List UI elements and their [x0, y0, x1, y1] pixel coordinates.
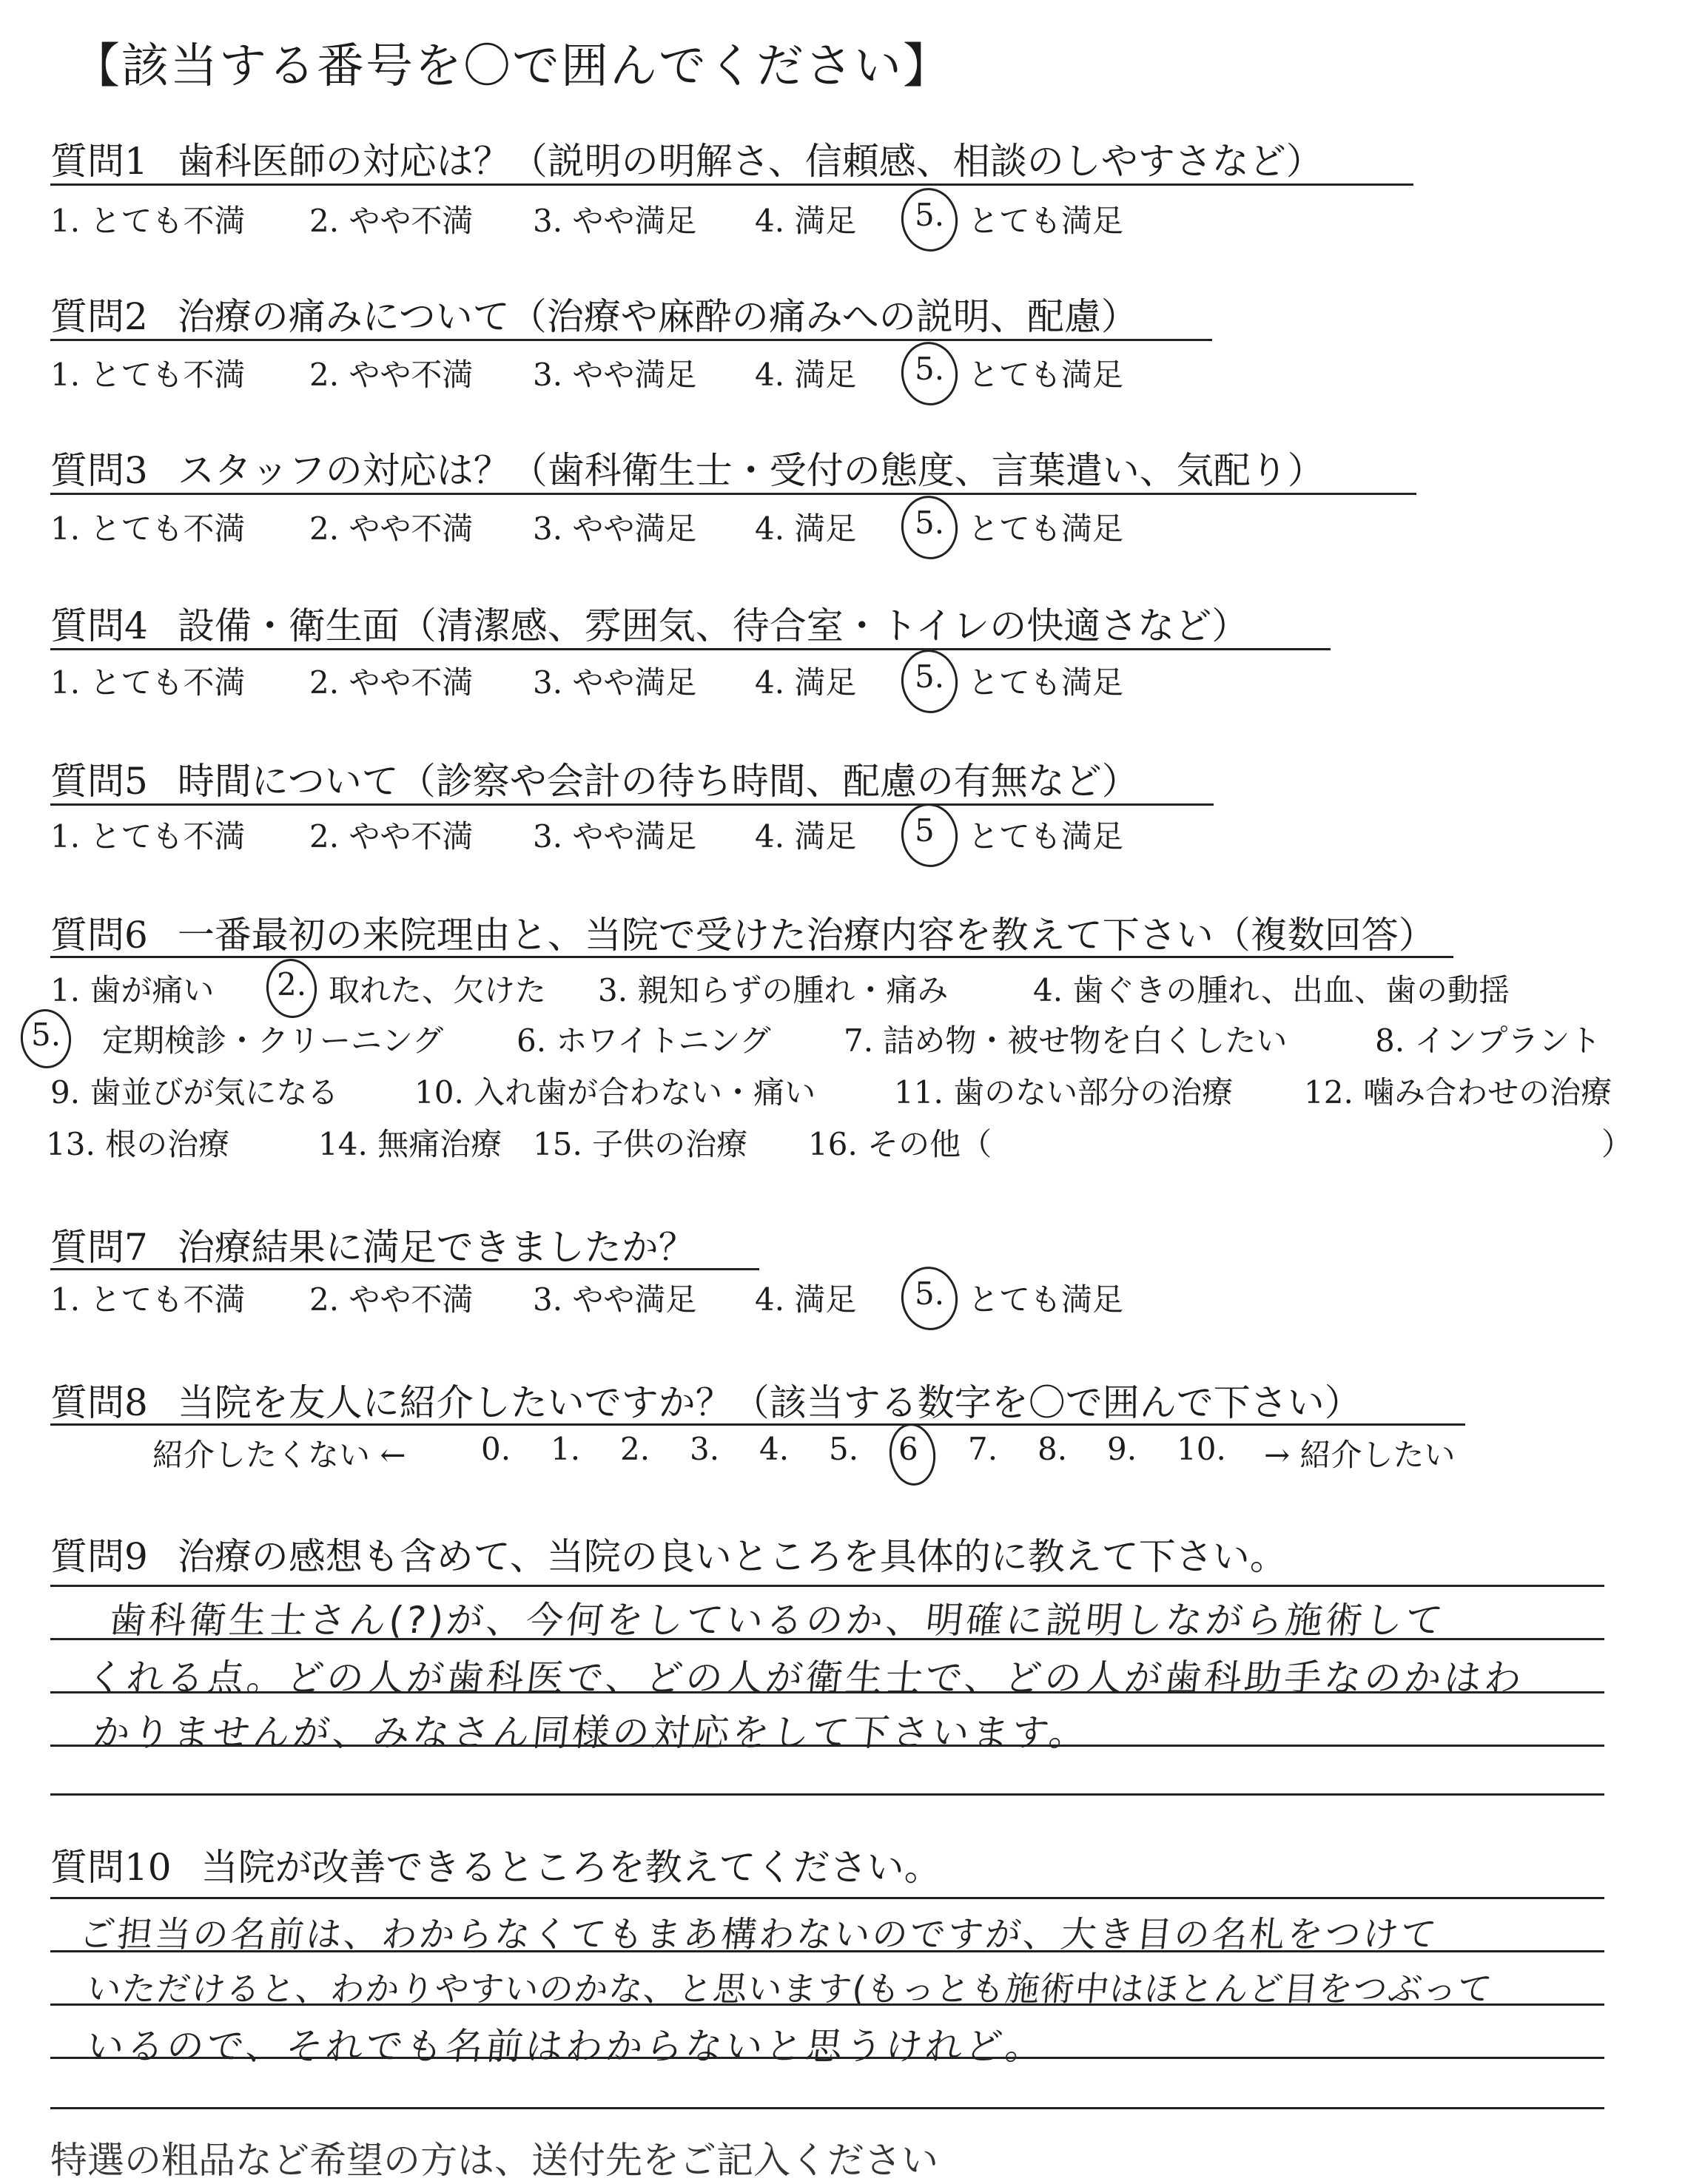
question-6-underline	[50, 956, 1453, 958]
question-5-number: 質問5	[50, 760, 148, 803]
q10-answer-line-3: いるので、それでも名前はわからないと思うけれど。	[84, 2025, 1048, 2068]
option-5-circled[interactable]: 5.	[915, 658, 945, 695]
scale-9[interactable]: 9.	[1107, 1431, 1137, 1467]
question-8-number: 質問8	[50, 1381, 148, 1424]
option-5-label: とても満足	[968, 818, 1124, 855]
option-3[interactable]: 3. やや満足	[533, 818, 697, 855]
option-2[interactable]: 2. やや不満	[309, 664, 474, 701]
question-1-underline	[50, 183, 1413, 186]
option-1[interactable]: 1. とても不満	[50, 203, 246, 239]
question-9-title	[50, 1527, 1287, 1580]
scale-8[interactable]: 8.	[1038, 1431, 1068, 1467]
q6-option-13[interactable]: 13. 根の治療	[46, 1126, 230, 1162]
option-1[interactable]: 1. とても不満	[50, 664, 246, 701]
option-5-circled[interactable]: 5.	[915, 1275, 945, 1312]
question-4-number: 質問4	[50, 604, 148, 647]
question-8-underline	[50, 1423, 1465, 1426]
question-3-title	[50, 441, 1325, 494]
scale-10[interactable]: 10.	[1177, 1431, 1226, 1467]
question-10-number: 質問10	[50, 1846, 172, 1889]
question-3-number: 質問3	[50, 449, 148, 492]
question-6-title	[50, 906, 1436, 959]
question-8-text: 当院を友人に紹介したいですか？（該当する数字を〇で囲んで下さい）	[177, 1381, 1362, 1424]
scale-5[interactable]: 5.	[829, 1431, 859, 1467]
option-5-label: とても満足	[968, 510, 1124, 547]
q6-option-5-circled[interactable]: 5.	[31, 1017, 61, 1053]
question-7-underline	[50, 1268, 759, 1270]
question-2-title	[50, 287, 1138, 340]
question-2-text: 治療の痛みについて（治療や麻酔の痛みへの説明、配慮）	[177, 295, 1138, 338]
q6-option-15[interactable]: 15. 子供の治療	[533, 1126, 748, 1162]
question-10-text: 当院が改善できるところを教えてください。	[201, 1846, 941, 1889]
option-1[interactable]: 1. とても不満	[50, 357, 246, 393]
option-3[interactable]: 3. やや満足	[533, 664, 697, 701]
q6-option-14[interactable]: 14. 無痛治療	[318, 1126, 502, 1162]
option-5-circled[interactable]: 5	[915, 812, 935, 849]
option-5-label: とても満足	[968, 664, 1124, 701]
scale-left-label: 紹介したくない ←	[152, 1437, 406, 1473]
question-3-underline	[50, 493, 1416, 495]
question-8-title	[50, 1373, 1362, 1426]
q6-option-5-label: 定期検診・クリーニング	[102, 1022, 444, 1059]
option-3[interactable]: 3. やや満足	[533, 203, 697, 239]
answer-line	[50, 1585, 1604, 1587]
q6-option-16[interactable]: 16. その他（	[808, 1126, 992, 1162]
option-2[interactable]: 2. やや不満	[309, 818, 474, 855]
question-5-title	[50, 752, 1139, 805]
option-5-circled[interactable]: 5.	[915, 197, 945, 233]
question-9-text: 治療の感想も含めて、当院の良いところを具体的に教えて下さい。	[177, 1535, 1287, 1578]
q10-answer-line-2: いただけると、わかりやすいのかな、と思います(もっとも施術中はほとんど目をつぶって	[84, 1969, 1495, 2009]
option-5-label: とても満足	[968, 203, 1124, 239]
q6-option-9[interactable]: 9. 歯並びが気になる	[50, 1074, 339, 1110]
question-5-text: 時間について（診察や会計の待ち時間、配慮の有無など）	[177, 760, 1139, 803]
question-7-text: 治療結果に満足できましたか？	[177, 1226, 696, 1269]
q6-option-7[interactable]: 7. 詰め物・被せ物を白くしたい	[844, 1022, 1288, 1059]
option-2[interactable]: 2. やや不満	[309, 203, 474, 239]
q6-option-4[interactable]: 4. 歯ぐきの腫れ、出血、歯の動揺	[1033, 972, 1510, 1008]
question-2-underline	[50, 339, 1212, 341]
scale-6-circled[interactable]: 6	[898, 1431, 918, 1467]
scale-7[interactable]: 7.	[968, 1431, 998, 1467]
scale-2[interactable]: 2.	[620, 1431, 650, 1467]
question-1-number: 質問1	[50, 140, 148, 183]
question-7-title	[50, 1218, 696, 1271]
question-6-number: 質問6	[50, 914, 148, 957]
scale-4[interactable]: 4.	[759, 1431, 790, 1467]
q9-answer-line-1: 歯科衛生士さん(?)が、今何をしているのか、明確に説明しながら施術して	[107, 1599, 1448, 1642]
option-4[interactable]: 4. 満足	[755, 1281, 857, 1318]
option-2[interactable]: 2. やや不満	[309, 510, 474, 547]
q6-option-11[interactable]: 11. 歯のない部分の治療	[894, 1074, 1234, 1110]
option-1[interactable]: 1. とても不満	[50, 1281, 246, 1318]
q6-option-12[interactable]: 12. 噛み合わせの治療	[1304, 1074, 1612, 1110]
q9-answer-line-2: くれる点。どの人が歯科医で、どの人が衛生士で、どの人が歯科助手なのかはわ	[84, 1656, 1527, 1699]
option-3[interactable]: 3. やや満足	[533, 510, 697, 547]
option-3[interactable]: 3. やや満足	[533, 357, 697, 393]
q9-answer-line-3: かりませんが、みなさん同様の対応をして下さいます。	[90, 1711, 1092, 1754]
option-4[interactable]: 4. 満足	[755, 510, 857, 547]
question-6-text: 一番最初の来院理由と、当院で受けた治療内容を教えて下さい（複数回答）	[177, 914, 1436, 957]
answer-line	[50, 1897, 1604, 1899]
option-5-circled[interactable]: 5.	[915, 351, 945, 387]
option-5-label: とても満足	[968, 1281, 1124, 1318]
form-header: 【該当する番号を〇で囲んでください】	[73, 39, 952, 94]
option-2[interactable]: 2. やや不満	[309, 357, 474, 393]
option-5-circled[interactable]: 5.	[915, 505, 945, 541]
answer-line	[50, 1793, 1604, 1796]
question-4-text: 設備・衛生面（清潔感、雰囲気、待合室・トイレの快適さなど）	[177, 604, 1249, 647]
option-2[interactable]: 2. やや不満	[309, 1281, 474, 1318]
option-4[interactable]: 4. 満足	[755, 357, 857, 393]
question-10-title	[50, 1838, 941, 1891]
question-2-number: 質問2	[50, 295, 148, 338]
q6-option-2-circled[interactable]: 2.	[277, 966, 307, 1002]
option-3[interactable]: 3. やや満足	[533, 1281, 697, 1318]
q6-option-8[interactable]: 8. インプラント	[1375, 1022, 1601, 1059]
option-4[interactable]: 4. 満足	[755, 818, 857, 855]
q6-option-16-close: ）	[1601, 1126, 1633, 1162]
q6-option-6[interactable]: 6. ホワイトニング	[517, 1022, 771, 1059]
option-1[interactable]: 1. とても不満	[50, 510, 246, 547]
answer-line	[50, 2107, 1604, 2109]
q10-answer-line-1: ご担当の名前は、わからなくてもまあ構わないのですが、大き目の名札をつけて	[77, 1914, 1441, 1955]
option-4[interactable]: 4. 満足	[755, 664, 857, 701]
scale-3[interactable]: 3.	[690, 1431, 720, 1467]
scale-0[interactable]: 0.	[481, 1431, 511, 1467]
question-1-text: 歯科医師の対応は？（説明の明解さ、信頼感、相談のしやすさなど）	[177, 140, 1323, 183]
question-4-underline	[50, 648, 1331, 650]
q6-option-3[interactable]: 3. 親知らずの腫れ・痛み	[598, 972, 949, 1008]
q6-option-10[interactable]: 10. 入れ歯が合わない・痛い	[414, 1074, 816, 1110]
footer-partial-text: 特選の粗品など希望の方は、送付先をご記入ください	[50, 2139, 938, 2182]
question-9-number: 質問9	[50, 1535, 148, 1578]
q6-option-2-label: 取れた、欠けた	[329, 972, 547, 1008]
option-5-label: とても満足	[968, 357, 1124, 393]
option-1[interactable]: 1. とても不満	[50, 818, 246, 855]
q6-option-1[interactable]: 1. 歯が痛い	[50, 972, 215, 1008]
question-4-title	[50, 596, 1248, 650]
question-5-underline	[50, 803, 1214, 806]
scale-right-label: → 紹介したい	[1264, 1437, 1456, 1473]
option-4[interactable]: 4. 満足	[755, 203, 857, 239]
question-1-title	[50, 132, 1323, 185]
question-3-text: スタッフの対応は？（歯科衛生士・受付の態度、言葉遣い、気配り）	[177, 449, 1325, 492]
question-7-number: 質問7	[50, 1226, 148, 1269]
scale-1[interactable]: 1.	[551, 1431, 581, 1467]
